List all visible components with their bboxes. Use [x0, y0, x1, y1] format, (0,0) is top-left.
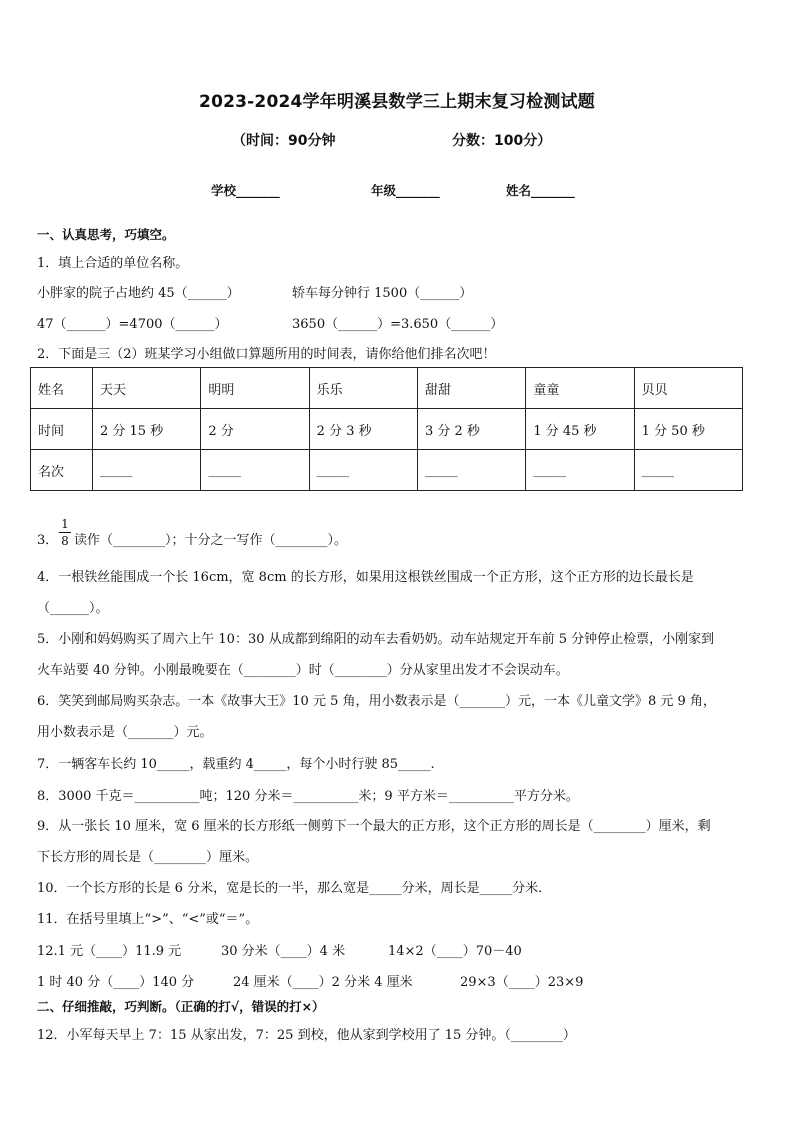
table-row-names: [31, 368, 743, 409]
rank-blank[interactable]: _____: [634, 450, 742, 491]
q3-text[interactable]: 读作（________）；十分之一写作（________）。: [74, 533, 348, 548]
table-row-times: [31, 409, 743, 450]
exam-title: 2023-2024学年明溪县数学三上期末复习检测试题: [199, 92, 595, 112]
q4-line-1: 4．一根铁丝能围成一个长 16cm，宽 8cm 的长方形，如果用这根铁丝围成一个正方形，这个正方形的边长最长是: [37, 570, 694, 585]
table-cell: 甜甜: [417, 368, 525, 409]
table-cell: 2 分 3 秒: [309, 409, 417, 450]
table-cell: 3 分 2 秒: [417, 409, 525, 450]
rank-blank[interactable]: _____: [93, 450, 201, 491]
q1-item-d[interactable]: 3650（______）=3.650（______）: [292, 317, 504, 332]
fraction-denominator: 8: [61, 534, 69, 548]
q8[interactable]: 8．3000 千克＝__________吨；120 分米＝__________米；9 平方米＝__________平方分米。: [37, 789, 579, 804]
fraction-bar: [59, 532, 71, 533]
table-cell: 1 分 50 秒: [634, 409, 742, 450]
q3-number: 3．: [37, 533, 59, 548]
fraction-numerator: 1: [61, 517, 69, 531]
exam-time: （时间：90分钟: [232, 133, 336, 149]
q11-stem: 11．在括号里填上“>”、“<”或“＝”。: [37, 912, 259, 927]
name-field[interactable]: 姓名_______: [506, 183, 575, 198]
rank-blank[interactable]: _____: [309, 450, 417, 491]
q7[interactable]: 7．一辆客车长约 10_____，载重约 4_____，每个小时行驶 85_____.: [37, 757, 435, 772]
q6-line-2[interactable]: 用小数表示是（_______）元。: [37, 725, 213, 740]
q11-item-e[interactable]: 24 厘米（____）2 分米 4 厘米: [233, 975, 413, 990]
q11-item-b[interactable]: 30 分米（____）4 米: [221, 944, 346, 959]
table-cell: 姓名: [31, 368, 93, 409]
table-cell: 2 分: [201, 409, 309, 450]
q5-line-2[interactable]: 火车站要 40 分钟。小刚最晚要在（________）时（________）分从家里出发才不会误动车。: [37, 663, 569, 678]
table-cell: 2 分 15 秒: [93, 409, 201, 450]
table-cell: 名次: [31, 450, 93, 491]
rank-blank[interactable]: _____: [526, 450, 634, 491]
q1-item-c[interactable]: 47（______）=4700（______）: [37, 317, 228, 332]
q11-item-c[interactable]: 14×2（____）70－40: [388, 944, 522, 959]
exam-score: 分数：100分）: [452, 133, 552, 149]
table-cell: 贝贝: [634, 368, 742, 409]
q10[interactable]: 10．一个长方形的长是 6 分米，宽是长的一半，那么宽是_____分米，周长是_____分米．: [37, 881, 552, 896]
section-2-heading: 二、仔细推敲，巧判断。（正确的打√，错误的打×）: [37, 999, 325, 1014]
section-1-heading: 一、认真思考，巧填空。: [37, 227, 175, 242]
school-field[interactable]: 学校_______: [211, 183, 280, 198]
table-cell: 童童: [526, 368, 634, 409]
q2-stem: 2．下面是三（2）班某学习小组做口算题所用的时间表，请你给他们排名次吧！: [37, 347, 496, 362]
q4-line-2[interactable]: （______）。: [37, 601, 109, 616]
q1-item-b[interactable]: 轿车每分钟行 1500（______）: [292, 286, 473, 301]
q6-line-1[interactable]: 6．笑笑到邮局购买杂志。一本《故事大王》10 元 5 角，用小数表示是（_______）元，一本《儿童文学》8 元 9 角，: [37, 694, 716, 709]
time-ranking-table: [30, 367, 743, 491]
grade-field[interactable]: 年级_______: [371, 183, 440, 198]
q1-item-a[interactable]: 小胖家的院子占地约 45（______）: [37, 286, 240, 301]
table-row-ranks: [31, 450, 743, 491]
q11-item-f[interactable]: 29×3（____）23×9: [460, 975, 584, 990]
fraction-one-eighth: [59, 517, 71, 548]
rank-blank[interactable]: _____: [201, 450, 309, 491]
q12[interactable]: 12．小军每天早上 7：15 从家出发，7：25 到校，他从家到学校用了 15 分钟。（________）: [37, 1028, 576, 1043]
q1-stem: 1．填上合适的单位名称。: [37, 256, 189, 271]
q5-line-1: 5．小刚和妈妈购买了周六上午 10：30 从成都到绵阳的动车去看奶奶。动车站规定开车前 5 分钟停止检票，小刚家到: [37, 632, 715, 647]
table-cell: 1 分 45 秒: [526, 409, 634, 450]
q11-item-a[interactable]: 12.1 元（____）11.9 元: [37, 944, 182, 959]
rank-blank[interactable]: _____: [417, 450, 525, 491]
table-cell: 时间: [31, 409, 93, 450]
table-cell: 乐乐: [309, 368, 417, 409]
table-cell: 天天: [93, 368, 201, 409]
q11-item-d[interactable]: 1 时 40 分（____）140 分: [37, 975, 195, 990]
q9-line-2[interactable]: 下长方形的周长是（________）厘米。: [37, 850, 259, 865]
q9-line-1[interactable]: 9．从一张长 10 厘米，宽 6 厘米的长方形纸一侧剪下一个最大的正方形，这个正方形的周长是（________）厘米，剩: [37, 819, 711, 834]
table-cell: 明明: [201, 368, 309, 409]
